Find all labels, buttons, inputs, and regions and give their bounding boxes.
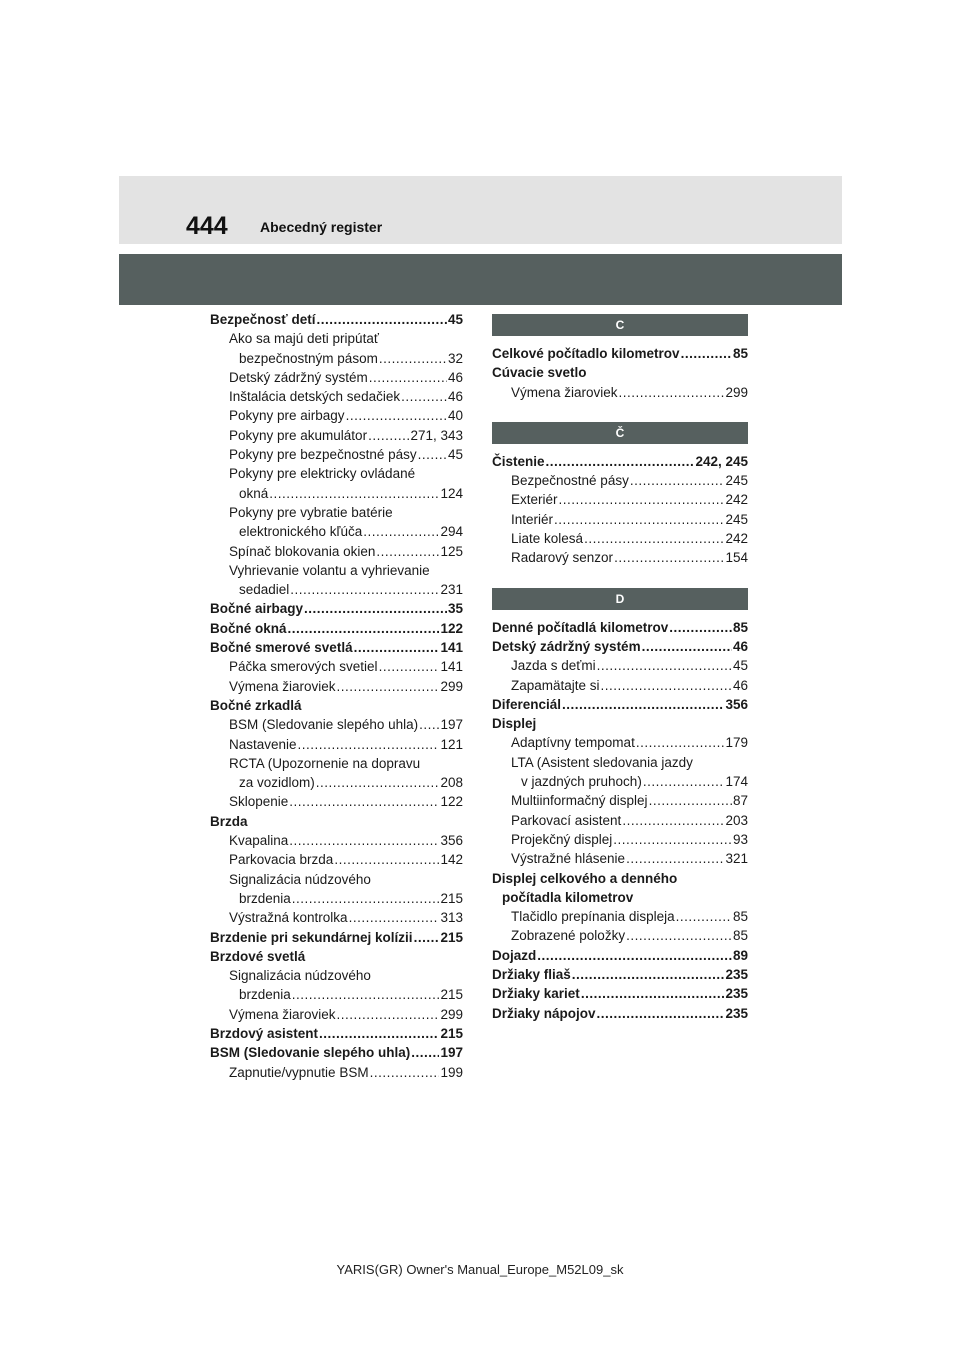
index-entry bbox=[492, 907, 748, 926]
index-entry bbox=[492, 471, 748, 490]
index-entry-label: Pokyny pre airbagy bbox=[229, 408, 345, 424]
leader-dots bbox=[363, 522, 439, 541]
index-entry-page: 242 bbox=[725, 531, 748, 547]
index-entry-label: Pokyny pre bezpečnostné pásy bbox=[229, 447, 417, 463]
index-entry-page: 46 bbox=[447, 389, 463, 405]
index-entry-label: bezpečnostným pásom bbox=[239, 350, 378, 366]
index-entry-label: RCTA (Upozornenie na dopravu bbox=[229, 755, 421, 771]
letter-heading: C bbox=[492, 314, 748, 336]
index-entry-label: Brzda bbox=[210, 813, 248, 829]
index-entry-page: 85 bbox=[732, 928, 748, 944]
index-entry-page: 356 bbox=[440, 833, 463, 849]
index-entry bbox=[492, 888, 748, 907]
letter-heading: D bbox=[492, 588, 748, 610]
index-entry bbox=[210, 638, 463, 657]
index-entry-page: 231 bbox=[440, 582, 463, 598]
index-entry-page: 122 bbox=[440, 620, 463, 636]
index-entry-page: 215 bbox=[440, 890, 463, 906]
index-entry-page: 142 bbox=[440, 852, 463, 868]
index-entry bbox=[492, 965, 748, 984]
index-entry-label: Výstražná kontrolka bbox=[229, 910, 348, 926]
index-entry bbox=[210, 464, 463, 483]
index-entry bbox=[492, 490, 748, 509]
index-entry bbox=[210, 387, 463, 406]
index-entry bbox=[210, 368, 463, 387]
index-entry-page: 299 bbox=[440, 678, 463, 694]
index-entry bbox=[210, 522, 463, 541]
index-entry-label: Inštalácia detských sedačiek bbox=[229, 389, 401, 405]
index-entry bbox=[492, 529, 748, 548]
leader-dots bbox=[401, 387, 447, 406]
index-entry-page: 32 bbox=[447, 350, 463, 366]
index-entry-page: 154 bbox=[725, 550, 748, 566]
leader-dots bbox=[419, 715, 439, 734]
leader-dots bbox=[597, 656, 732, 675]
leader-dots bbox=[289, 792, 439, 811]
index-entry-label: Diferenciál bbox=[492, 696, 562, 712]
index-entry bbox=[492, 1004, 748, 1023]
index-entry bbox=[492, 548, 748, 567]
index-entry-label: Pokyny pre akumulátor bbox=[229, 427, 368, 443]
leader-dots bbox=[319, 1024, 439, 1043]
index-entry-label: Bezpečnostné pásy bbox=[511, 473, 629, 489]
leader-dots bbox=[581, 984, 725, 1003]
index-entry-page: 321 bbox=[725, 851, 748, 867]
index-entry-label: sedadiel bbox=[239, 582, 290, 598]
index-entry-page: 294 bbox=[440, 524, 463, 540]
index-entry-label: Ako sa majú deti pripútať bbox=[229, 331, 379, 347]
index-entry-page: 235 bbox=[725, 967, 748, 983]
index-entry bbox=[210, 599, 463, 618]
index-entry bbox=[492, 946, 748, 965]
index-entry bbox=[210, 850, 463, 869]
index-entry-label: Parkovacia brzda bbox=[229, 852, 334, 868]
index-entry bbox=[210, 329, 463, 348]
leader-dots bbox=[289, 831, 439, 850]
index-entry-page: 271, 343 bbox=[410, 427, 463, 443]
leader-dots bbox=[676, 907, 732, 926]
index-entry-page: 122 bbox=[440, 794, 463, 810]
leader-dots bbox=[559, 490, 725, 509]
index-entry-label: Brzdenie pri sekundárnej kolízii bbox=[210, 929, 413, 945]
index-entry bbox=[210, 696, 463, 715]
index-entry-label: Radarový senzor bbox=[511, 550, 614, 566]
index-entry-label: Bezpečnosť detí bbox=[210, 312, 316, 327]
index-entry-label: Brzdové svetlá bbox=[210, 948, 306, 964]
index-entry bbox=[210, 792, 463, 811]
index-entry bbox=[492, 733, 748, 752]
index-entry bbox=[210, 735, 463, 754]
index-entry bbox=[210, 542, 463, 561]
leader-dots bbox=[562, 695, 724, 714]
index-entry-label: Signalizácia núdzového bbox=[229, 871, 371, 887]
index-entry-label: Pokyny pre vybratie batérie bbox=[229, 504, 393, 520]
index-entry-label: Držiaky nápojov bbox=[492, 1005, 596, 1021]
index-entry bbox=[492, 695, 748, 714]
index-entry bbox=[492, 510, 748, 529]
index-entry bbox=[492, 452, 748, 471]
index-entry-page: 35 bbox=[447, 601, 463, 617]
index-entry-label: Bočné smerové svetlá bbox=[210, 640, 353, 656]
index-entry-page: 245 bbox=[725, 473, 748, 489]
index-entry-label: Adaptívny tempomat bbox=[511, 735, 635, 751]
section-title: Abecedný register bbox=[260, 219, 383, 235]
leader-dots bbox=[288, 619, 440, 638]
leader-dots bbox=[626, 926, 732, 945]
index-entry-page: 197 bbox=[440, 717, 463, 733]
index-entry-label: BSM (Sledovanie slepého uhla) bbox=[229, 717, 419, 733]
leader-dots bbox=[649, 791, 732, 810]
index-entry bbox=[492, 849, 748, 868]
index-entry-page: 40 bbox=[447, 408, 463, 424]
index-entry-label: elektronického kľúča bbox=[239, 524, 363, 540]
index-entry-page: 125 bbox=[440, 543, 463, 559]
index-entry-label: v jazdných pruhoch) bbox=[521, 774, 642, 790]
index-entry-label: Liate kolesá bbox=[511, 531, 584, 547]
leader-dots bbox=[643, 772, 725, 791]
index-entry-page: 141 bbox=[440, 640, 463, 656]
index-entry-label: Výstražné hlásenie bbox=[511, 851, 626, 867]
index-entry-label: za vozidlom) bbox=[239, 775, 315, 791]
leader-dots bbox=[316, 773, 440, 792]
leader-dots bbox=[298, 735, 440, 754]
index-entry-page: 46 bbox=[732, 677, 748, 693]
index-entry-page: 46 bbox=[732, 638, 748, 654]
index-entry-label: Držiaky kariet bbox=[492, 986, 580, 1002]
index-entry-label: Interiér bbox=[511, 511, 554, 527]
index-entry bbox=[210, 677, 463, 696]
index-entry-page: 313 bbox=[440, 910, 463, 926]
index-entry-label: Tlačidlo prepínania displeja bbox=[511, 909, 675, 925]
index-entry-label: Čistenie bbox=[492, 453, 545, 469]
leader-dots bbox=[636, 733, 725, 752]
index-entry-page: 93 bbox=[732, 831, 748, 847]
leader-dots bbox=[369, 368, 447, 387]
index-entry-page: 242, 245 bbox=[695, 453, 748, 469]
index-entry-label: Displej bbox=[492, 716, 537, 732]
index-entry-page: 215 bbox=[440, 1025, 463, 1041]
index-entry-page: 242 bbox=[725, 492, 748, 508]
index-entry bbox=[492, 984, 748, 1003]
index-entry bbox=[492, 926, 748, 945]
leader-dots bbox=[379, 657, 440, 676]
leader-dots bbox=[376, 542, 439, 561]
index-entry-label: Signalizácia núdzového bbox=[229, 968, 371, 984]
index-entry bbox=[492, 656, 748, 675]
index-column-left bbox=[210, 310, 463, 1082]
index-entry-page: 45 bbox=[447, 447, 463, 463]
index-entry-label: počítadla kilometrov bbox=[502, 889, 634, 905]
leader-dots bbox=[414, 928, 440, 947]
index-entry bbox=[210, 1005, 463, 1024]
index-entry-page: 174 bbox=[725, 774, 748, 790]
leader-dots bbox=[337, 1005, 440, 1024]
leader-dots bbox=[630, 471, 725, 490]
leader-dots bbox=[292, 985, 440, 1004]
index-entry bbox=[210, 580, 463, 599]
index-column-right bbox=[492, 310, 748, 1023]
index-entry bbox=[492, 869, 748, 888]
index-entry-page: 124 bbox=[440, 485, 463, 501]
index-entry bbox=[492, 363, 748, 382]
index-entry-page: 356 bbox=[725, 696, 748, 712]
leader-dots bbox=[379, 349, 447, 368]
index-entry bbox=[492, 618, 748, 637]
index-entry-page: 215 bbox=[440, 987, 463, 1003]
leader-dots bbox=[349, 908, 440, 927]
leader-dots bbox=[370, 1063, 440, 1082]
index-entry-label: Celkové počítadlo kilometrov bbox=[492, 346, 680, 361]
index-entry-label: Bočné zrkadlá bbox=[210, 697, 302, 713]
index-entry-label: Pokyny pre elektricky ovládané bbox=[229, 466, 416, 482]
index-entry-page: 85 bbox=[732, 346, 748, 361]
index-entry-label: Multiinformačný displej bbox=[511, 793, 648, 809]
index-entry bbox=[210, 908, 463, 927]
index-entry bbox=[210, 966, 463, 985]
index-entry bbox=[210, 870, 463, 889]
index-entry-label: Nastavenie bbox=[229, 736, 297, 752]
index-entry-label: Detský zádržný systém bbox=[492, 638, 641, 654]
index-entry bbox=[210, 445, 463, 464]
leader-dots bbox=[368, 426, 409, 445]
index-entry bbox=[210, 657, 463, 676]
index-entry-page: 199 bbox=[440, 1064, 463, 1080]
index-entry-label: Vyhrievanie volantu a vyhrievanie bbox=[229, 562, 430, 578]
index-entry-label: Sklopenie bbox=[229, 794, 289, 810]
letter-heading: Č bbox=[492, 422, 748, 444]
index-entry bbox=[210, 1063, 463, 1082]
index-entry-label: Jazda s deťmi bbox=[511, 658, 596, 674]
index-entry-label: Parkovací asistent bbox=[511, 812, 622, 828]
index-entry bbox=[210, 484, 463, 503]
index-entry-label: Zobrazené položky bbox=[511, 928, 626, 944]
index-entry bbox=[492, 383, 748, 402]
leader-dots bbox=[597, 1004, 725, 1023]
leader-dots bbox=[304, 599, 447, 618]
leader-dots bbox=[554, 510, 724, 529]
leader-dots bbox=[669, 618, 732, 637]
leader-dots bbox=[622, 811, 724, 830]
index-entry bbox=[492, 753, 748, 772]
leader-dots bbox=[642, 637, 732, 656]
index-entry-page: 89 bbox=[732, 947, 748, 963]
leader-dots bbox=[614, 548, 724, 567]
index-entry-label: Projekčný displej bbox=[511, 831, 613, 847]
index-entry-label: LTA (Asistent sledovania jazdy bbox=[511, 754, 693, 770]
index-entry-label: okná bbox=[239, 485, 269, 501]
leader-dots bbox=[418, 445, 447, 464]
page-number: 444 bbox=[186, 212, 228, 240]
header-dark-band bbox=[119, 254, 842, 305]
index-entry bbox=[210, 1043, 463, 1062]
index-entry-label: Kvapalina bbox=[229, 833, 289, 849]
index-entry-page: 197 bbox=[440, 1045, 463, 1061]
index-entry bbox=[492, 811, 748, 830]
leader-dots bbox=[626, 849, 724, 868]
index-entry-page: 235 bbox=[725, 1005, 748, 1021]
leader-dots bbox=[337, 677, 440, 696]
index-entry-page: 179 bbox=[725, 735, 748, 751]
index-entry bbox=[492, 772, 748, 791]
index-entry bbox=[210, 426, 463, 445]
index-entry-label: Držiaky fliaš bbox=[492, 967, 571, 983]
leader-dots bbox=[346, 406, 447, 425]
index-entry bbox=[210, 619, 463, 638]
index-entry-page: 141 bbox=[440, 659, 463, 675]
leader-dots bbox=[537, 946, 732, 965]
index-entry bbox=[210, 406, 463, 425]
index-entry bbox=[210, 715, 463, 734]
index-entry bbox=[210, 773, 463, 792]
leader-dots bbox=[290, 580, 439, 599]
index-entry bbox=[210, 985, 463, 1004]
index-entry bbox=[210, 947, 463, 966]
index-entry bbox=[492, 714, 748, 733]
footer-text: YARIS(GR) Owner's Manual_Europe_M52L09_sk bbox=[336, 1262, 624, 1277]
leader-dots bbox=[354, 638, 440, 657]
index-entry-page: 85 bbox=[732, 909, 748, 925]
index-entry-page: 121 bbox=[440, 736, 463, 752]
index-entry bbox=[210, 831, 463, 850]
index-entry bbox=[492, 637, 748, 656]
index-entry bbox=[492, 676, 748, 695]
index-entry-label: Brzdový asistent bbox=[210, 1025, 319, 1041]
index-entry-page: 245 bbox=[725, 511, 748, 527]
leader-dots bbox=[292, 889, 440, 908]
index-entry-label: brzdenia bbox=[239, 987, 291, 1003]
index-entry-page: 203 bbox=[725, 812, 748, 828]
index-entry-page: 299 bbox=[440, 1006, 463, 1022]
index-entry-label: Zapnutie/vypnutie BSM bbox=[229, 1064, 369, 1080]
index-entry-label: Páčka smerových svetiel bbox=[229, 659, 378, 675]
index-entry-label: Dojazd bbox=[492, 947, 537, 963]
leader-dots bbox=[572, 965, 725, 984]
index-entry-label: BSM (Sledovanie slepého uhla) bbox=[210, 1045, 411, 1061]
index-entry-page: 208 bbox=[440, 775, 463, 791]
index-entry-label: Detský zádržný systém bbox=[229, 369, 368, 385]
index-entry-page: 215 bbox=[440, 929, 463, 945]
index-entry-page: 45 bbox=[447, 312, 463, 327]
index-entry-label: Spínač blokovania okien bbox=[229, 543, 376, 559]
index-entry-page: 87 bbox=[732, 793, 748, 809]
leader-dots bbox=[613, 830, 732, 849]
index-entry-label: Exteriér bbox=[511, 492, 558, 508]
index-entry-page: 85 bbox=[732, 619, 748, 635]
index-entry-page: 45 bbox=[732, 658, 748, 674]
leader-dots bbox=[269, 484, 439, 503]
index-entry-page: 299 bbox=[725, 384, 748, 400]
index-entry-label: Denné počítadlá kilometrov bbox=[492, 619, 669, 635]
index-entry-label: Výmena žiaroviek bbox=[229, 678, 336, 694]
leader-dots bbox=[619, 383, 725, 402]
index-entry bbox=[210, 928, 463, 947]
index-entry-label: Výmena žiaroviek bbox=[511, 384, 618, 400]
index-entry-label: Bočné okná bbox=[210, 620, 287, 636]
leader-dots bbox=[546, 452, 695, 471]
index-entry-label: Cúvacie svetlo bbox=[492, 365, 587, 381]
index-entry-page: 235 bbox=[725, 986, 748, 1002]
index-entry bbox=[210, 812, 463, 831]
index-entry-page: 46 bbox=[447, 369, 463, 385]
index-entry-label: brzdenia bbox=[239, 890, 291, 906]
index-entry bbox=[210, 754, 463, 773]
index-entry bbox=[210, 349, 463, 368]
index-entry bbox=[210, 561, 463, 580]
index-entry-label: Bočné airbagy bbox=[210, 601, 304, 617]
index-entry bbox=[492, 344, 748, 363]
index-entry bbox=[210, 889, 463, 908]
leader-dots bbox=[317, 310, 447, 329]
index-entry bbox=[210, 310, 463, 329]
index-entry-label: Displej celkového a denného bbox=[492, 870, 678, 886]
leader-dots bbox=[681, 344, 732, 363]
leader-dots bbox=[601, 676, 732, 695]
index-entry bbox=[210, 503, 463, 522]
index-entry bbox=[210, 1024, 463, 1043]
index-entry-label: Zapamätajte si bbox=[511, 677, 600, 693]
leader-dots bbox=[334, 850, 439, 869]
index-entry bbox=[492, 791, 748, 810]
index-entry-label: Výmena žiaroviek bbox=[229, 1006, 336, 1022]
leader-dots bbox=[584, 529, 724, 548]
index-entry bbox=[492, 830, 748, 849]
leader-dots bbox=[411, 1043, 439, 1062]
